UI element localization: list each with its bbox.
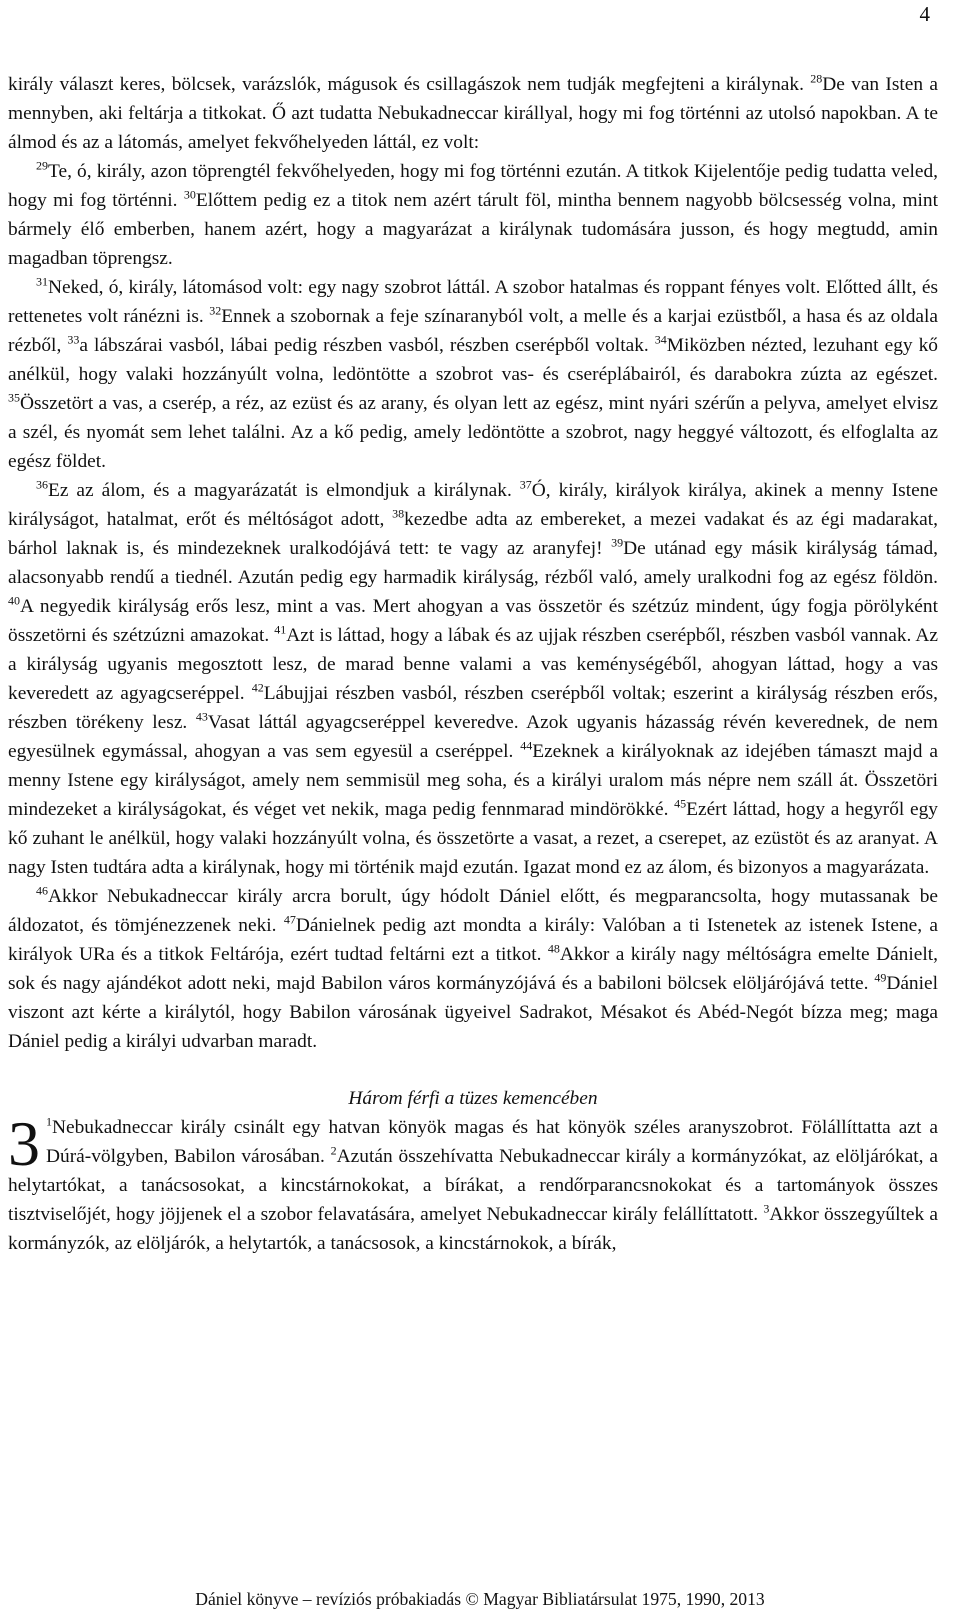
verse-text: Miközben nézted, lezuhant egy kő anélkül, hogy valaki hozzányúlt volna, ledöntötte a szobrot vas- és cseréplábairól, és darabokra zúzta az egészet.: [8, 335, 938, 385]
verse-text: Dániel viszont azt kérte a királytól, hogy Babilon városának ügyeivel Sadrakot, Mésakot és Abéd-Negót bízza meg; maga Dániel pedig a királyi udvarban maradt.: [8, 973, 938, 1052]
verse-number: 34: [654, 332, 667, 347]
verse-text: Akkor a király nagy méltóságra emelte Dánielt, sok és nagy ajándékot adott neki, majd Babilon város kormányzójává és a babiloni bölcsek elöljárójává tette.: [8, 944, 938, 994]
verse-number: 30: [183, 187, 196, 202]
verse-text: Vasat láttál agyagcseréppel keveredve. Azok ugyanis házasság révén keverednek, de nem egyesülnek egymással, ahogyan a vas sem egyesül a cseréppel.: [8, 712, 938, 762]
verse-number: 44: [520, 738, 533, 753]
verse-number: 28: [810, 71, 823, 86]
verse-number: 42: [251, 680, 264, 695]
verse-number: 45: [674, 796, 687, 811]
verse-text: király választ keres, bölcsek, varázslók, mágusok és csillagászok nem tudják megfejteni a királynak.: [8, 74, 811, 95]
verse-text: Ezért láttad, hogy a hegyről egy kő zuhant le anélkül, hogy valaki hozzányúlt volna, és összetörte a vasat, a rezet, a cserepet, az ezüstöt és az aranyat. A nagy Isten tudtára adta a királynak, hogy mi történik majd ezután. Igazat mond ez az álom, és bizonyos a magyarázata.: [8, 799, 938, 878]
verse-text: De utánad egy másik királyság támad, alacsonyabb rendű a tiednél. Azután pedig egy harmadik királyság, rézből való, amely uralkodni fog az egész földön.: [8, 538, 938, 588]
verse-text: kezedbe adta az embereket, a mezei vadakat és az égi madarakat, bárhol laknak is, és mindezeknek uralkodójává tett: te vagy az aranyfej!: [8, 509, 938, 559]
verse-text: Összetört a vas, a cserép, a réz, az ezüst és az arany, és olyan lett az egész, mint nyári szérűn a pelyva, amelyet elvisz a szél, és nyomát sem lehet találni. Az a kő pedig, amely ledöntötte a szobrot, nagy heggyé változott, és elfoglalta az egész földet.: [8, 393, 938, 472]
paragraph: [8, 273, 938, 476]
verse-number: 29: [36, 158, 48, 173]
verse-number: 46: [36, 883, 48, 898]
verse-text: Lábujjai részben vasból, részben cserépből voltak; eszerint a királyság részben erős, részben törékeny lesz.: [8, 683, 938, 733]
verse-text: Azt is láttad, hogy a lábak és az ujjak részben cserépből, részben vasból vannak. Az a királyság ugyanis megosztott lesz, de marad benne valami a vas keménységéből, ahogyan láttad, hogy a vas keveredett az agyagcseréppel.: [8, 625, 938, 704]
verse-text: Ó, király, királyok királya, akinek a menny Istene királyságot, hatalmat, erőt és méltóságot adott,: [8, 480, 938, 530]
verse-number: 48: [547, 941, 560, 956]
verse-number: 32: [209, 303, 222, 318]
verse-text: A negyedik királyság erős lesz, mint a vas. Mert ahogyan a vas összetör és szétzúz mindent, úgy fogja pörölyként összetörni és szétzúzni amazokat.: [8, 596, 938, 646]
verse-number: 40: [8, 593, 20, 608]
verse-number: 35: [8, 390, 20, 405]
verse-number: 1: [46, 1114, 52, 1129]
page-number: 4: [919, 2, 930, 26]
verse-number: 43: [195, 709, 208, 724]
verse-number: 49: [874, 970, 887, 985]
verse-text: Ennek a szobornak a feje színaranyból volt, a melle és a karjai ezüstből, a hasa és az oldala rézből,: [8, 306, 938, 356]
verse-text: a lábszárai vasból, lábai pedig részben vasból, részben cserépből voltak.: [79, 335, 655, 356]
document-body: [8, 70, 938, 1258]
verse-number: 31: [36, 274, 48, 289]
verse-number: 47: [283, 912, 296, 927]
verse-text: Nebukadneccar király csinált egy hatvan könyök magas és hat könyök széles aranyszobrot. Fölállíttatta azt a Dúrá-völgyben, Babilon városában.: [46, 1117, 938, 1167]
verse-number: 2: [330, 1143, 337, 1158]
paragraph: [8, 476, 938, 882]
paragraph: [8, 882, 938, 1056]
verse-text: Azután összehívatta Nebukadneccar király a kormányzókat, az elöljárókat, a helytartókat, a tanácsosokat, a kincstárnokokat, a bírákat, a rendőrparancsnokokat és a tartományok összes tisztviselőjét, hogy jöjjenek el a szobor felavatására, amelyet Nebukadneccar király felállíttatott.: [8, 1146, 938, 1225]
verse-text: Dánielnek pedig azt mondta a király: Valóban a ti Istenetek az istenek Istene, a királyok URa és a titkok Feltárója, ezért tudtad feltárni ezt a titkot.: [8, 915, 939, 965]
verse-text: Előttem pedig ez a titok nem azért tárult föl, mintha bennem nagyobb bölcsesség volna, mint bármely élő emberben, hanem azért, hogy a magyarázat a királynak tudomására jusson, és hogy megtudd, amin magadban töprengsz.: [8, 190, 938, 269]
verse-number: 38: [392, 506, 405, 521]
verse-number: 3: [763, 1201, 770, 1216]
chapter-paragraph: [8, 1108, 938, 1258]
page-footer: Dániel könyve – revíziós próbakiadás © Magyar Bibliatársulat 1975, 1990, 2013: [195, 1589, 765, 1609]
verse-number: 37: [519, 477, 532, 492]
verse-text: Ez az álom, és a magyarázatát is elmondjuk a királynak.: [48, 480, 520, 501]
chapter-text: [8, 1108, 938, 1254]
paragraph: [8, 157, 938, 273]
verse-text: Te, ó, király, azon töprengtél fekvőhelyeden, hogy mi fog történni ezután. A titkok Kijelentője pedig tudatta veled, hogy mi fog történni.: [8, 161, 938, 211]
verse-text: Akkor Nebukadneccar király arcra borult, úgy hódolt Dániel előtt, és megparancsolta, hogy mutassanak be áldozatot, és tömjénezzenek neki.: [8, 886, 938, 936]
section-title: Három férfi a tüzes kemencében: [348, 1088, 598, 1109]
verse-text: Neked, ó, király, látomásod volt: egy nagy szobrot láttál. A szobor hatalmas és roppant fényes volt. Előtted állt, és rettenetes volt ránézni is.: [8, 277, 938, 327]
scripture-paragraphs: [8, 70, 938, 1056]
verse-text: Akkor összegyűltek a kormányzók, az elöljárók, a helytartók, a tanácsosok, a kincstárnokok, a bírák,: [8, 1204, 938, 1254]
verse-text: Ezeknek a királyoknak az idejében támaszt majd a menny Istene egy királyságot, amely nem semmisül meg soha, és a királyi uralom más népre nem száll át. Összetöri mindezeket a királyságokat, és véget vet nekik, maga pedig fennmarad mindörökké.: [8, 741, 938, 820]
verse-number: 33: [67, 332, 80, 347]
verse-number: 36: [36, 477, 48, 492]
verse-text: De van Isten a mennyben, aki feltárja a titkokat. Ő azt tudatta Nebukadneccar királlyal, hogy mi fog történni az utolsó napokban. A te álmod és az a látomás, amelyet fekvőhelyeden láttál, ez volt:: [8, 74, 938, 153]
chapter-number: 3: [8, 1108, 40, 1179]
paragraph: [8, 70, 938, 157]
verse-number: 41: [274, 622, 287, 637]
verse-number: 39: [611, 535, 624, 550]
